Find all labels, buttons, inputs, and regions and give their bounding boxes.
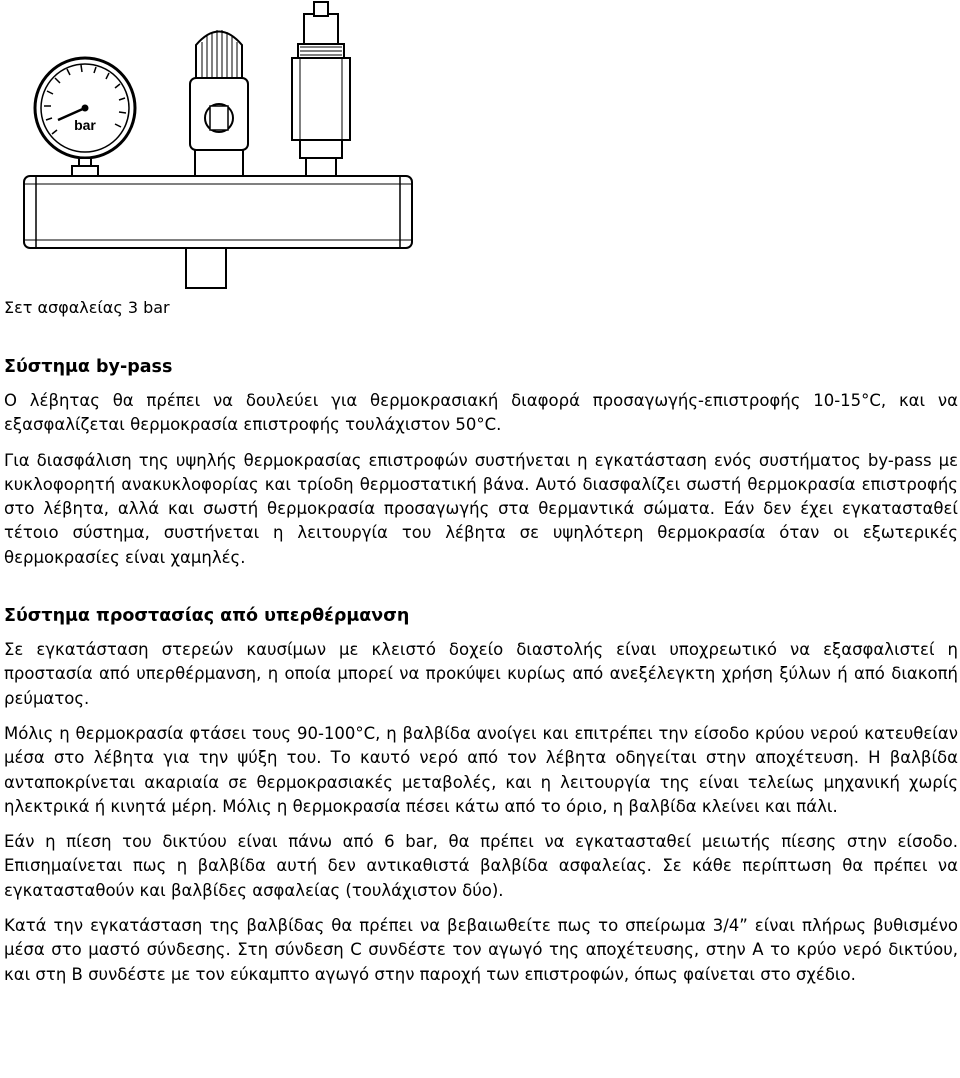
bypass-heading: Σύστημα by-pass — [4, 357, 173, 377]
bypass-section — [4, 355, 958, 570]
air-vent — [292, 2, 350, 176]
bypass-paragraph-2: Για διασφάλιση της υψηλής θερμοκρασίας επιστροφών συστήνεται η εγκατάσταση ενός συστήματος by-pass με κυκλοφορητή ανακυκλοφορίας και τρίοδη θερμοστατική βάνα. Αυτό διασφαλίζει σωστή θερμοκρασία επιστροφής στο λέβητα, αλλά και σωστή θερμοκρασία προσαγωγής στα θερμαντικά σώματα. Εάν δεν έχει εγκατασταθεί τέτοιο σύστημα, συστήνεται η λειτουργία του λέβητα σε υψηλότερη θερμοκρασία όταν οι εξωτερικές θερμοκρασίες είναι χαμηλές. — [4, 450, 958, 567]
bypass-paragraph-1: Ο λέβητας θα πρέπει να δουλεύει για θερμοκρασιακή διαφορά προσαγωγής-επιστροφής 10-15°C, και να εξασφαλίζεται θερμοκρασία επιστροφής τουλάχιστον 50°C. — [4, 391, 958, 435]
overheat-paragraph-1: Σε εγκατάσταση στερεών καυσίμων με κλειστό δοχείο διαστολής είναι υποχρεωτικό να εξασφαλιστεί η προστασία από υπερθέρμανση, η οποία μπορεί να προκύψει κυρίως από ανεξέλεγκτη χρήση ξύλων ή από διακοπή ρεύματος. — [4, 640, 958, 708]
pressure-gauge — [35, 58, 135, 176]
document-body — [4, 355, 958, 998]
overheat-protection-section — [4, 604, 958, 987]
gauge-label: bar — [74, 117, 96, 133]
safety-valve — [190, 30, 248, 176]
overheat-paragraph-3: Εάν η πίεση του δικτύου είναι πάνω από 6 bar, θα πρέπει να εγκατασταθεί μειωτής πίεσης στην είσοδο. Επισημαίνεται πως η βαλβίδα αυτή δεν αντικαθιστά βαλβίδα ασφαλείας. Σε κάθε περίπτωση θα πρέπει να εγκατασταθούν και βαλβίδες ασφαλείας (τουλάχιστον δύο). — [4, 832, 958, 900]
overheat-paragraph-2: Μόλις η θερμοκρασία φτάσει τους 90-100°C, η βαλβίδα ανοίγει και επιτρέπει την είσοδο κρύου νερού κατευθείαν μέσα στο λέβητα για την ψύξη του. Το καυτό νερό από τον λέβητα οδηγείται στην αποχέτευση. Η βαλβίδα ανταποκρίνεται ακαριαία σε θερμοκρασιακές μεταβολές, και η λειτουργία της είναι τελείως μηχανική χωρίς ηλεκτρικά ή κινητά μέρη. Μόλις η θερμοκρασία πέσει κάτω από το όριο, η βαλβίδα κλείνει και πάλι. — [4, 723, 958, 816]
safety-set-drawing — [0, 0, 420, 292]
overheat-paragraph-4: Κατά την εγκατάσταση της βαλβίδας θα πρέπει να βεβαιωθείτε πως το σπείρωμα 3/4” είναι πλήρως βυθισμένο μέσα στο μαστό σύνδεσης. Στη σύνδεση C συνδέστε τον αγωγό της αποχέτευσης, στην Α το κρύο νερό δικτύου, και στη Β συνδέστε με τον εύκαμπτο αγωγό στην παροχή των επιστροφών, όπως φαίνεται στο σχέδιο. — [4, 916, 958, 984]
manifold-body — [24, 176, 412, 248]
overheat-heading: Σύστημα προστασίας από υπερθέρμανση — [4, 606, 410, 627]
figure-caption: Σετ ασφαλείας 3 bar — [4, 298, 170, 317]
bottom-outlet — [186, 248, 226, 288]
